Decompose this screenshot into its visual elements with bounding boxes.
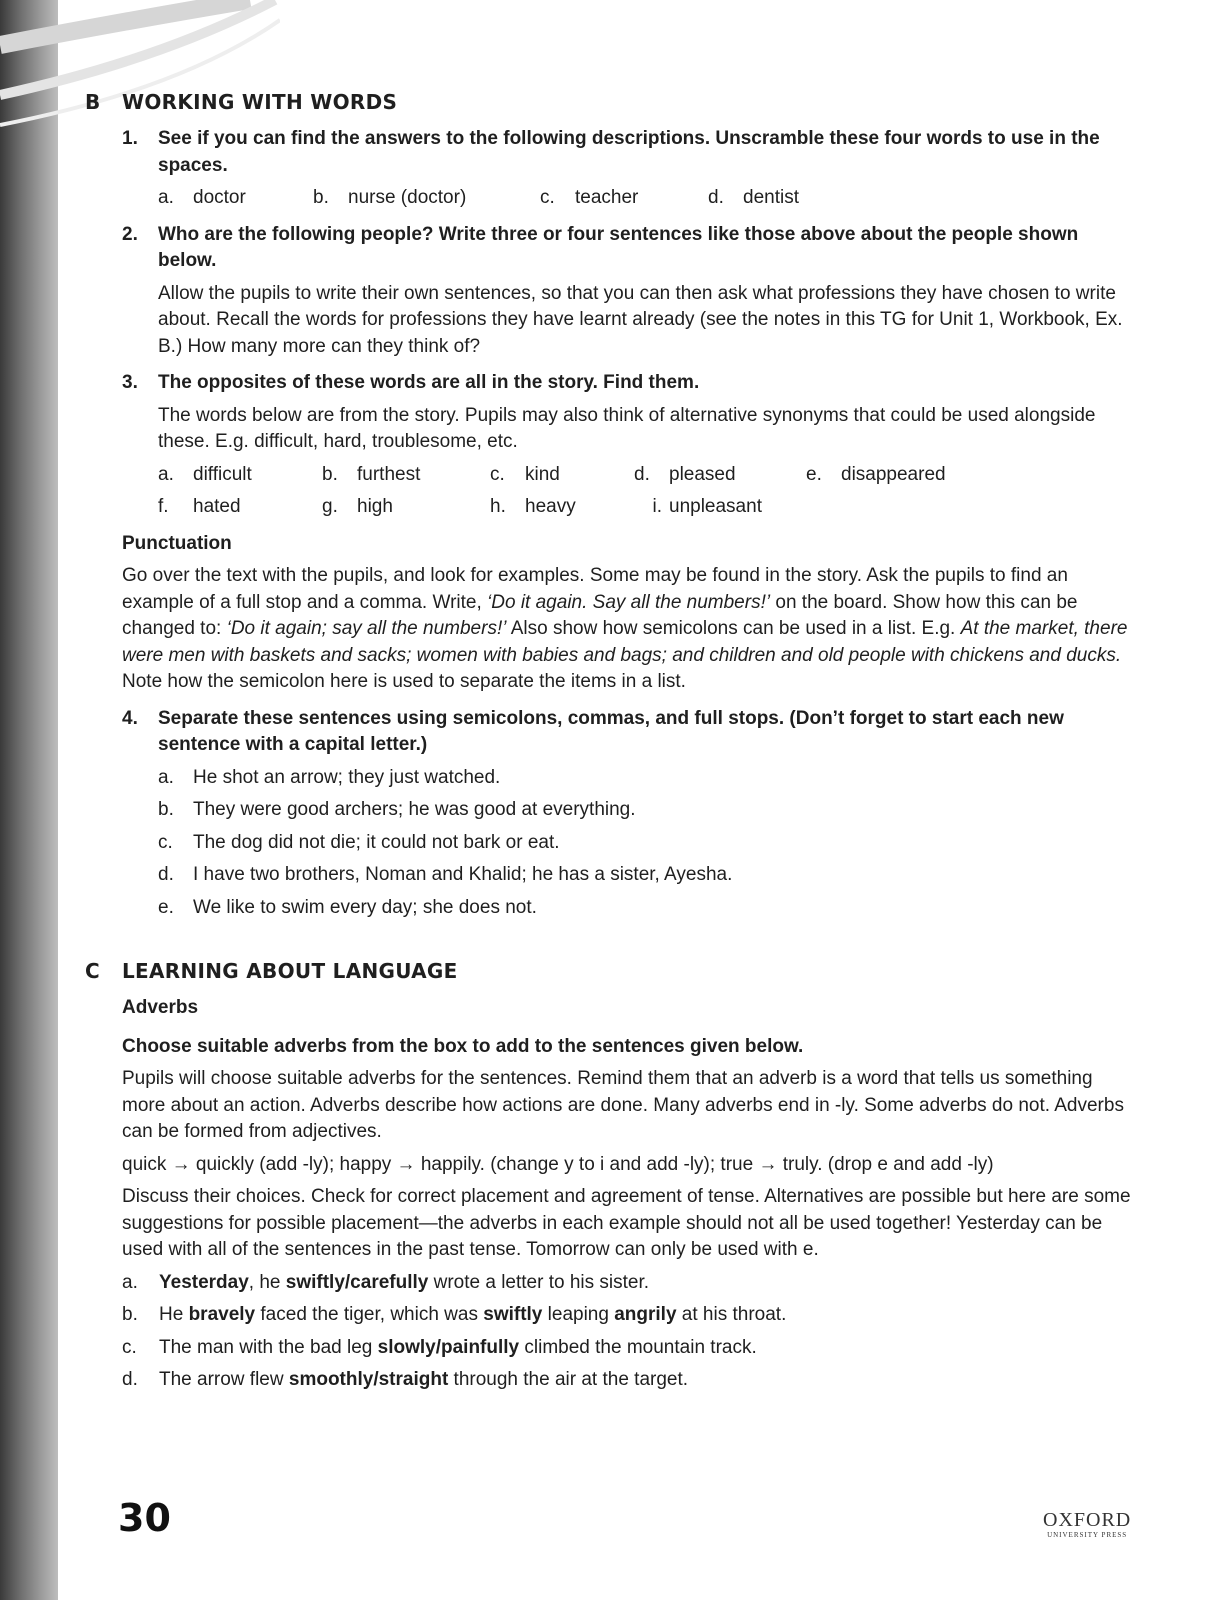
answer-option: e. disappeared	[806, 463, 946, 485]
answer-row	[158, 494, 1135, 521]
answer-option: b. nurse (doctor)	[313, 187, 467, 208]
question-3	[85, 370, 1135, 521]
list-item: a. Yesterday, he swiftly/carefully wrote a letter to his sister.	[122, 1271, 650, 1293]
section-title: WORKING WITH WORDS	[122, 90, 398, 114]
adverbs-block	[122, 995, 1135, 1394]
answer-option: i. unpleasant	[652, 496, 762, 517]
page-number: 30	[118, 1496, 171, 1540]
publisher-logo	[1043, 1510, 1131, 1540]
section-b-heading	[85, 88, 1135, 116]
answer-option: d. dentist	[708, 187, 799, 208]
question-number: 2.	[122, 223, 138, 245]
answer-option: g. high	[322, 496, 393, 517]
list-item: b. They were good archers; he was good at everything.	[158, 799, 636, 820]
answer-row	[158, 185, 1135, 212]
answer-option: d. pleased	[634, 463, 736, 485]
answer-option: c. kind	[490, 463, 560, 485]
logo-sub-text: UNIVERSITY PRESS	[1047, 1531, 1128, 1539]
discussion-paragraph: Discuss their choices. Check for correct placement and agreement of tense. Alternatives are possible but here are some suggestions for possible placement—the adverbs in each example should not all be used together! Yesterday can be used with all of the sentences in the past tense. Tomorrow can only be used with e.	[122, 1186, 1131, 1260]
section-title: LEARNING ABOUT LANGUAGE	[122, 959, 458, 983]
answer-option: a. doctor	[158, 187, 246, 208]
list-item: c. The dog did not die; it could not bark or eat.	[158, 831, 560, 853]
question-text: The opposites of these words are all in the story. Find them.	[158, 372, 700, 393]
question-text: Separate these sentences using semicolons, commas, and full stops. (Don’t forget to start each new sentence with a capital letter.)	[158, 707, 1064, 755]
subheading-adverbs: Adverbs	[122, 997, 199, 1018]
answer-row	[158, 462, 1135, 489]
section-letter: B	[85, 90, 101, 114]
list-item: c. The man with the bad leg slowly/painfully climbed the mountain track.	[122, 1336, 757, 1358]
answer-option: f. hated	[158, 496, 241, 517]
teacher-note: Allow the pupils to write their own sentences, so that you can then ask what professions they have chosen to write about. Recall the words for professions they have learnt already (see the notes in this TG for Unit 1, Workbook, Ex. B.) How many more can they think of?	[158, 282, 1123, 357]
instruction-text: Choose suitable adverbs from the box to add to the sentences given below.	[122, 1035, 804, 1057]
adverb-formation-examples: quick → quickly (add -ly); happy → happily. (change y to i and add -ly); true → truly. (drop e and add -ly)	[122, 1153, 994, 1175]
answer-option: c. teacher	[540, 187, 639, 208]
question-number: 4.	[122, 707, 138, 729]
list-item: b. He bravely faced the tiger, which was swiftly leaping angrily at his throat.	[122, 1304, 787, 1325]
adverbs-paragraph: Pupils will choose suitable adverbs for the sentences. Remind them that an adverb is a word that tells us something more about an action. Adverbs describe how actions are done. Many adverbs end in -ly. Some adverbs do not. Adverbs can be formed from adjectives.	[122, 1068, 1124, 1142]
section-c-heading	[85, 957, 1135, 985]
answer-option: b. furthest	[322, 463, 421, 485]
section-letter: C	[85, 959, 100, 983]
list-item: d. The arrow flew smoothly/straight through the air at the target.	[122, 1369, 689, 1390]
question-4	[85, 706, 1135, 922]
punctuation-block	[122, 531, 1135, 696]
list-item: d. I have two brothers, Noman and Khalid; he has a sister, Ayesha.	[158, 864, 733, 885]
logo-main-text: OXFORD	[1043, 1509, 1132, 1531]
question-number: 3.	[122, 372, 138, 393]
list-item: a. He shot an arrow; they just watched.	[158, 766, 501, 788]
subheading-punctuation: Punctuation	[122, 532, 232, 554]
question-text: See if you can find the answers to the following descriptions. Unscramble these four words to use in the spaces.	[158, 128, 1100, 176]
list-item: e. We like to swim every day; she does not.	[158, 896, 537, 918]
page-content	[85, 88, 1135, 1394]
page-side-band	[0, 0, 58, 1600]
answer-option: h. heavy	[490, 496, 576, 517]
question-1	[85, 126, 1135, 212]
question-number: 1.	[122, 128, 138, 149]
question-2	[85, 222, 1135, 361]
question-text: Who are the following people? Write three or four sentences like those above about the people shown below.	[158, 223, 1079, 271]
teacher-note: The words below are from the story. Pupils may also think of alternative synonyms that could be used alongside these. E.g. difficult, hard, troublesome, etc.	[158, 404, 1096, 452]
punctuation-paragraph: Go over the text with the pupils, and look for examples. Some may be found in the story. Ask the pupils to find an example of a full stop and a comma. Write, ‘Do it again. Say all the numbers!’ on the board. Show how this can be changed to: ‘Do it again; say all the numbers!’ Also show how semicolons can be used in a list. E.g. At the market, there were men with baskets and sacks; women with babies and bags; and children and old people with chickens and ducks. Note how the semicolon here is used to separate the items in a list.	[122, 565, 1128, 692]
answer-option: a. difficult	[158, 463, 252, 485]
